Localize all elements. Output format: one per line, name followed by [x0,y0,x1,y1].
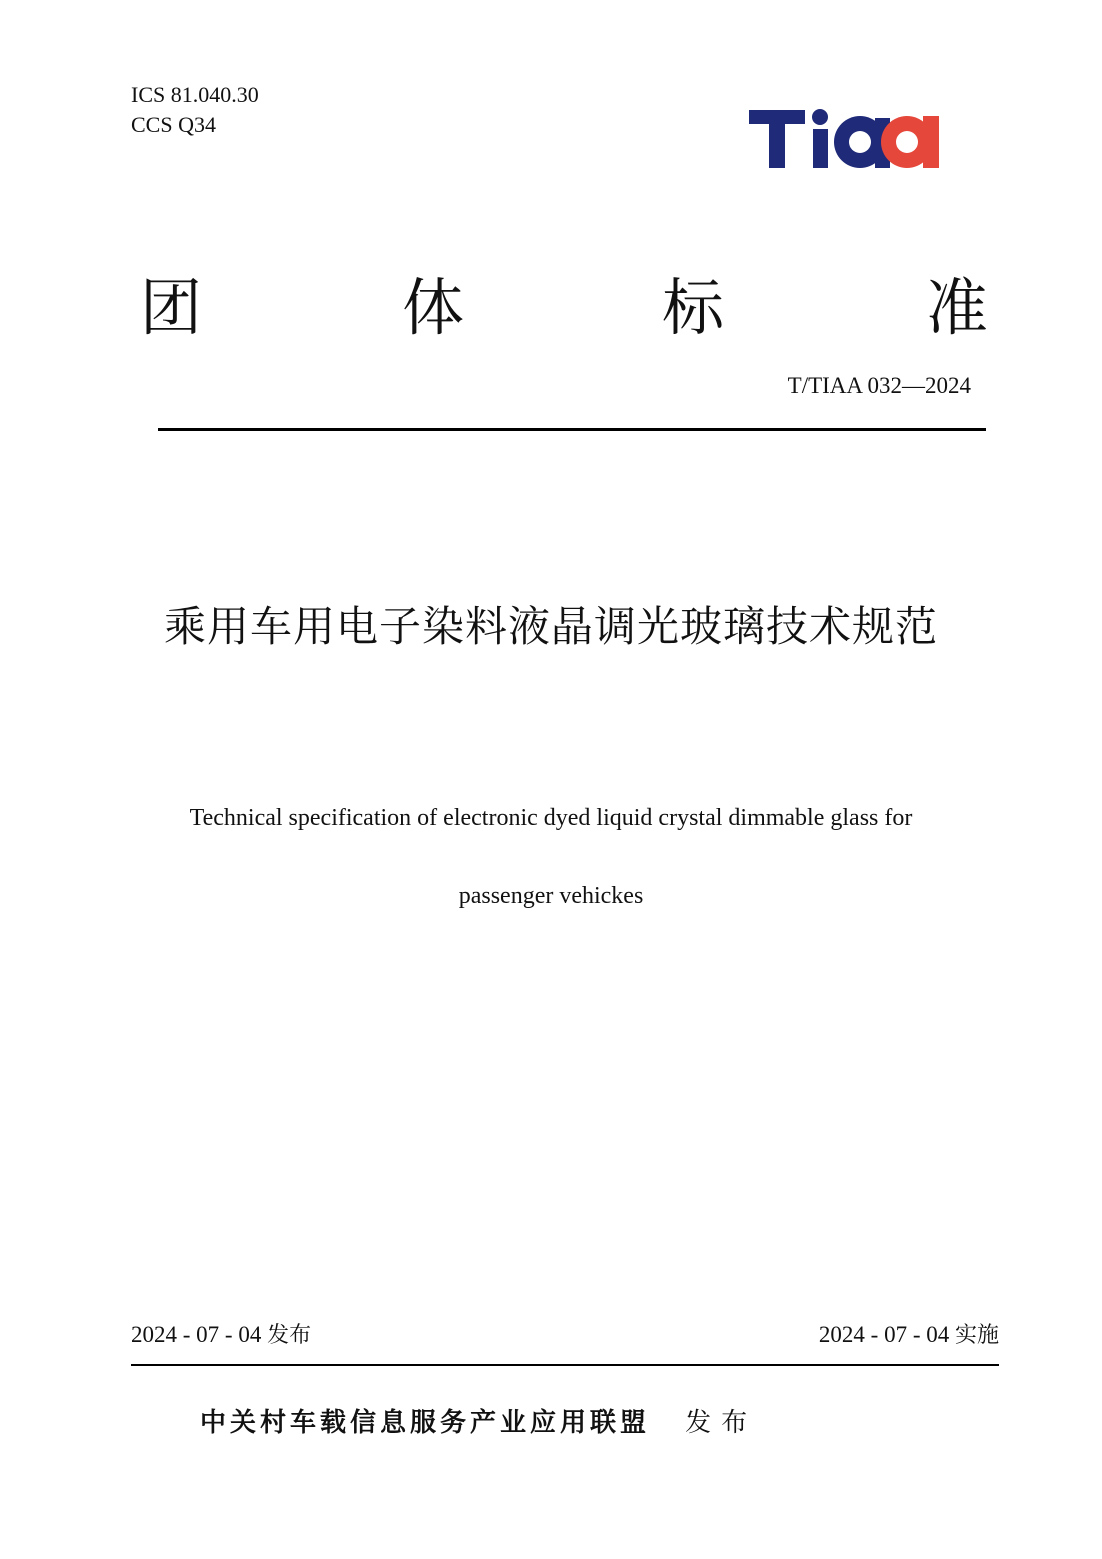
title-english-line-1: Technical specification of electronic dyed liquid crystal dimmable glass for [189,805,913,831]
logo-i [812,109,828,168]
publisher [200,1402,757,1439]
title-english-line-2: passenger vehickes [458,883,644,909]
publish-date-label: 发布 [267,1323,312,1348]
classification-codes [131,80,259,140]
implement-date-value: 2024 - 07 - 04 [818,1322,950,1347]
implement-date-label: 实施 [954,1323,999,1348]
standard-number: T/TIAA 032—2024 [787,373,971,398]
header-rule [158,428,986,431]
ics-code: ICS 81.040.30 [131,82,259,107]
footer-rule [131,1364,999,1366]
standard-type-char: 准 [926,271,989,344]
implement-date [819,1318,999,1349]
logo-a-second [881,116,939,168]
tiaa-logo [747,104,943,174]
ccs-code: CCS Q34 [131,112,216,137]
publisher-name: 中关村车载信息服务产业应用联盟 [200,1408,651,1438]
standard-type-heading [140,268,990,348]
title-chinese: 乘用车用电子染料液晶调光玻璃技术规范 [163,602,938,651]
standard-type-char: 标 [662,271,725,344]
standard-type-char: 体 [402,271,465,344]
publisher-verb: 发布 [685,1408,758,1438]
standard-type-char: 团 [140,271,203,344]
logo-t [749,110,805,168]
publish-date [131,1318,311,1349]
publish-date-value: 2024 - 07 - 04 [131,1322,262,1347]
